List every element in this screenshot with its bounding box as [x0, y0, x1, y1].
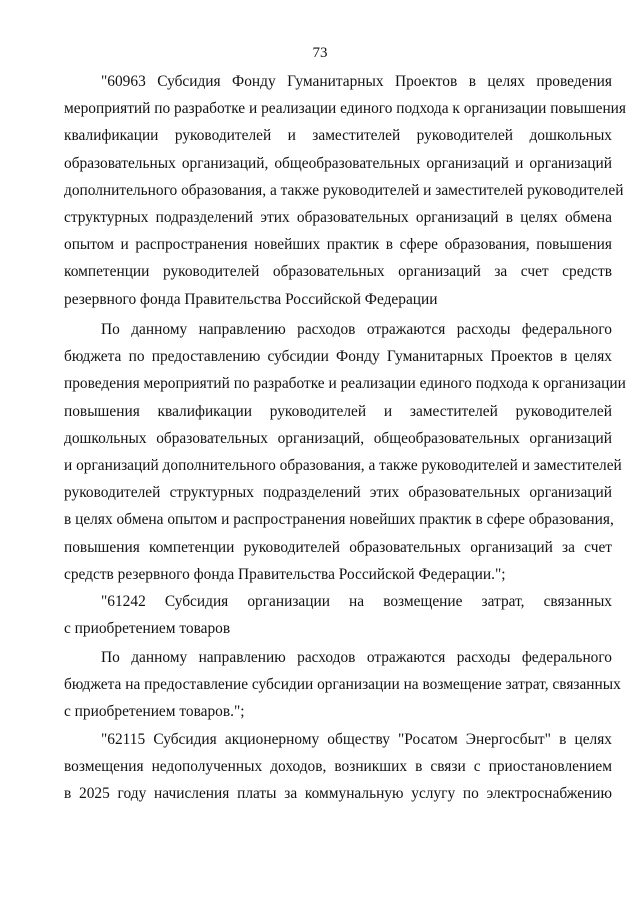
text-line: средств резервного фонда Правительства Российской Федерации."; — [64, 565, 506, 583]
text-line: опытом и распространения новейших практик в сфере образования, повышения — [64, 236, 612, 254]
text-line: компетенции руководителей образовательных организаций за счет средств — [64, 263, 612, 281]
paragraph-61242-body — [64, 644, 621, 726]
text-line: По данному направлению расходов отражаются расходы федерального — [101, 649, 612, 666]
text-line: возмещения недополученных доходов, возникших в связи с приостановлением — [64, 758, 612, 776]
text-line: квалификации руководителей и заместителей руководителей дошкольных — [64, 127, 612, 145]
text-line: руководителей структурных подразделений этих образовательных организаций — [64, 484, 612, 502]
text-line: дошкольных образовательных организаций, общеобразовательных организаций — [64, 429, 612, 447]
paragraph-60963-body — [64, 316, 626, 588]
paragraph-62115-title — [64, 726, 612, 808]
text-line: в целях обмена опытом и распространения новейших практик в сфере образования, — [64, 511, 614, 529]
text-line: бюджета по предоставлению субсидии Фонду Гуманитарных Проектов в целях — [64, 348, 612, 366]
text-line: "61242 Субсидия организации на возмещение затрат, связанных — [101, 593, 612, 610]
text-line: резервного фонда Правительства Российской Федерации — [64, 290, 438, 308]
text-line: в 2025 году начисления платы за коммунальную услугу по электроснабжению — [64, 785, 612, 803]
page-number: 73 — [312, 45, 328, 61]
text-line: повышения компетенции руководителей образовательных организаций за счет — [64, 538, 612, 556]
text-line: мероприятий по разработке и реализации единого подхода к организации повышения — [64, 100, 626, 118]
text-line: структурных подразделений этих образовательных организаций в целях обмена — [64, 208, 612, 226]
text-line: повышения квалификации руководителей и заместителей руководителей — [64, 402, 612, 420]
text-line: По данному направлению расходов отражаются расходы федерального — [101, 321, 612, 338]
text-line: "60963 Субсидия Фонду Гуманитарных Проектов в целях проведения — [101, 73, 612, 90]
text-line: образовательных организаций, общеобразовательных организаций и организаций — [64, 154, 612, 172]
text-line: с приобретением товаров — [64, 620, 231, 638]
paragraph-60963-title — [64, 68, 626, 313]
text-line: и организаций дополнительного образования, а также руководителей и заместителей — [64, 456, 622, 474]
text-line: бюджета на предоставление субсидии организации на возмещение затрат, связанных — [64, 676, 621, 694]
text-line: дополнительного образования, а также руководителей и заместителей руководителей — [64, 181, 624, 199]
text-line: проведения мероприятий по разработке и реализации единого подхода к организации — [64, 375, 626, 393]
paragraph-61242-title — [64, 588, 612, 642]
text-line: "62115 Субсидия акционерному обществу "Росатом Энергосбыт" в целях — [101, 731, 612, 748]
text-line: с приобретением товаров."; — [64, 703, 245, 721]
